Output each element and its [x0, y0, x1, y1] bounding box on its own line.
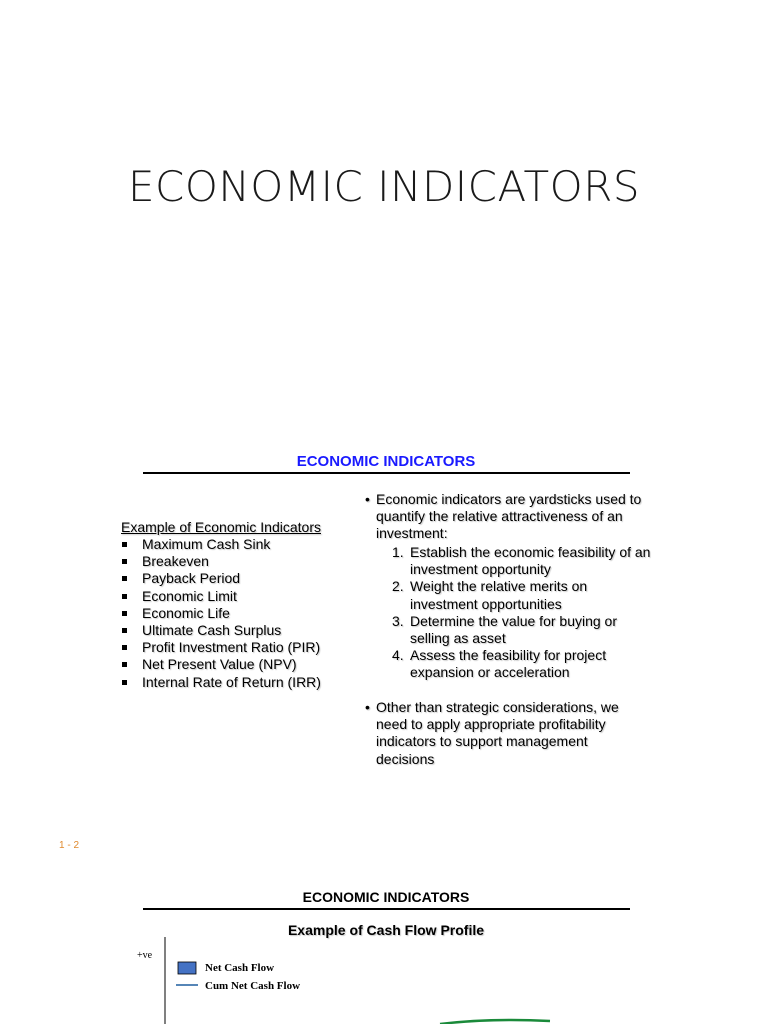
y-axis-label: +ve	[137, 950, 153, 961]
intro-bullet	[365, 491, 645, 543]
list-item: Economic Limit	[121, 588, 321, 605]
strategic-bullet	[365, 699, 645, 768]
legend-label-cum-net-cash-flow: Cum Net Cash Flow	[205, 980, 301, 992]
list-item: Economic Life	[121, 605, 321, 622]
slide-heading: ECONOMIC INDICATORS	[296, 453, 476, 470]
legend-swatch-net-cash-flow	[178, 962, 196, 974]
list-item: Ultimate Cash Surplus	[121, 622, 321, 639]
list-item: Internal Rate of Return (IRR)	[121, 674, 321, 691]
item-text: Assess the feasibility for project expansion or acceleration	[410, 647, 607, 681]
item-number: 1.	[392, 544, 404, 560]
numbered-item	[392, 647, 652, 681]
numbered-item	[392, 613, 652, 647]
intro-text: Economic indicators are yardsticks used to quantify the relative attractiveness of an investment:	[376, 491, 642, 542]
indicator-list	[121, 536, 321, 691]
slide-title: ECONOMIC INDICATORS	[127, 162, 641, 211]
cum-cash-flow-curve	[440, 1020, 550, 1024]
item-text: Establish the economic feasibility of an investment opportunity	[410, 544, 651, 578]
numbered-item	[392, 578, 652, 612]
heading-rule	[143, 472, 630, 474]
list-item: Maximum Cash Sink	[121, 536, 321, 553]
slide-heading: ECONOMIC INDICATORS	[302, 889, 470, 905]
chart-title: Example of Cash Flow Profile	[287, 922, 485, 938]
list-item: Payback Period	[121, 570, 321, 587]
list-item: Net Present Value (NPV)	[121, 656, 321, 673]
bullet-icon: •	[365, 491, 370, 507]
heading-rule	[143, 908, 630, 910]
numbered-list	[392, 544, 652, 682]
legend-label-net-cash-flow: Net Cash Flow	[205, 962, 275, 974]
cash-flow-chart	[130, 934, 650, 1024]
numbered-item	[392, 544, 652, 578]
strategic-text: Other than strategic considerations, we need to apply appropriate profitability indicators to support management decisions	[376, 699, 619, 767]
page-number: 1 - 2	[59, 840, 80, 851]
item-text: Weight the relative merits on investment opportunities	[410, 578, 588, 612]
item-number: 3.	[392, 612, 404, 629]
list-item: Profit Investment Ratio (PIR)	[121, 639, 321, 656]
item-number: 2.	[392, 578, 404, 595]
item-text: Determine the value for buying or selling as asset	[410, 612, 617, 647]
bullet-icon: •	[365, 699, 370, 715]
item-number: 4.	[392, 647, 404, 664]
indicator-list-title: Example of Economic Indicators	[121, 519, 321, 535]
list-item: Breakeven	[121, 553, 321, 570]
